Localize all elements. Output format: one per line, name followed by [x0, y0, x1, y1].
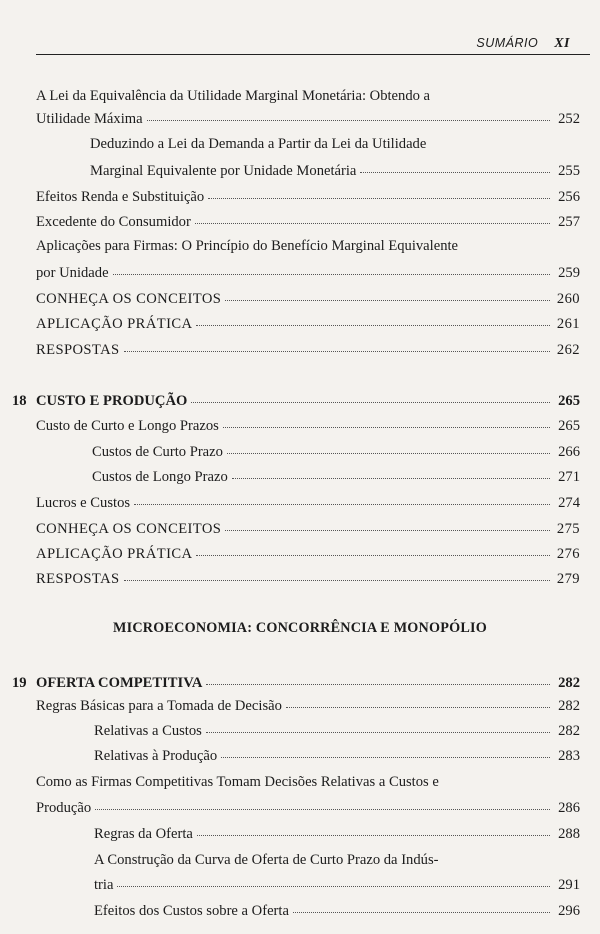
- page-ref: 261: [556, 316, 580, 332]
- toc-line: Aplicações para Firmas: O Princípio do Benefício Marginal Equivalente: [36, 238, 459, 254]
- toc-line: Regras Básicas para a Tomada de Decisão 282: [36, 695, 580, 715]
- toc-line: Marginal Equivalente por Unidade Monetária 255: [90, 160, 580, 180]
- toc-line: tria 291: [94, 874, 580, 894]
- page-ref: 296: [558, 903, 580, 919]
- toc-line: RESPOSTAS 279: [36, 568, 580, 588]
- chapter-number: 19: [12, 675, 27, 691]
- toc-line: Relativas à Produção 283: [94, 745, 580, 765]
- page-ref: 283: [558, 748, 580, 764]
- leader-dots: [197, 823, 550, 836]
- chapter-title: OFERTA COMPETITIVA: [36, 675, 203, 691]
- toc-line: Como as Firmas Competitivas Tomam Decisões Relativas a Custos e: [36, 774, 439, 790]
- leader-dots: [293, 900, 550, 913]
- page-ref: 260: [556, 291, 580, 307]
- toc-line: Produção 286: [36, 797, 580, 817]
- page-ref: 256: [558, 189, 580, 205]
- leader-dots: [225, 288, 550, 301]
- toc-line: Excedente do Consumidor 257: [36, 211, 580, 231]
- toc-line: CONHEÇA OS CONCEITOS 260: [36, 288, 580, 308]
- toc-line: Regras da Oferta 288: [94, 823, 580, 843]
- page-ref: 252: [558, 111, 580, 127]
- page-ref: 286: [558, 800, 580, 816]
- page-ref: 255: [558, 163, 580, 179]
- leader-dots: [286, 695, 550, 708]
- part-heading: MICROECONOMIA: CONCORRÊNCIA E MONOPÓLIO: [113, 620, 487, 636]
- page-number: XI: [554, 36, 570, 51]
- toc-line: APLICAÇÃO PRÁTICA 276: [36, 543, 580, 563]
- running-head: [476, 36, 570, 52]
- page-ref: 282: [558, 698, 580, 714]
- page-ref: 282: [558, 675, 580, 691]
- running-title: SUMÁRIO: [476, 36, 539, 50]
- running-header: [36, 34, 590, 55]
- page-ref: 274: [558, 495, 580, 511]
- leader-dots: [195, 211, 550, 224]
- leader-dots: [117, 874, 550, 887]
- leader-dots: [360, 160, 550, 173]
- leader-dots: [206, 720, 550, 733]
- page-ref: 275: [556, 521, 580, 537]
- leader-dots: [124, 339, 550, 352]
- page-ref: 271: [558, 469, 580, 485]
- toc-line: Deduzindo a Lei da Demanda a Partir da Lei da Utilidade: [90, 136, 427, 152]
- chapter-title: CUSTO E PRODUÇÃO: [36, 393, 188, 409]
- leader-dots: [196, 313, 550, 326]
- leader-dots: [124, 568, 550, 581]
- toc-line: Efeitos dos Custos sobre a Oferta 296: [94, 900, 580, 920]
- page-ref: 291: [558, 877, 580, 893]
- toc-line: RESPOSTAS 262: [36, 339, 580, 359]
- toc-line: A Construção da Curva de Oferta de Curto Prazo da Indús-: [94, 852, 439, 868]
- leader-dots: [223, 415, 550, 428]
- page-ref: 259: [558, 265, 580, 281]
- leader-dots: [191, 390, 550, 403]
- leader-dots: [208, 186, 550, 199]
- leader-dots: [225, 518, 550, 531]
- page-ref: 265: [558, 418, 580, 434]
- toc-line: Relativas a Custos 282: [94, 720, 580, 740]
- toc-line: [12, 672, 580, 692]
- page-ref: 262: [556, 342, 580, 358]
- leader-dots: [221, 745, 550, 758]
- leader-dots: [134, 492, 550, 505]
- leader-dots: [206, 672, 550, 685]
- leader-dots: [147, 108, 550, 121]
- leader-dots: [232, 466, 550, 479]
- toc-line: Custo de Curto e Longo Prazos 265: [36, 415, 580, 435]
- page-ref: 265: [558, 393, 580, 409]
- leader-dots: [95, 797, 550, 810]
- chapter-number: 18: [12, 393, 27, 409]
- page-ref: 279: [556, 571, 580, 587]
- toc-line: CONHEÇA OS CONCEITOS 275: [36, 518, 580, 538]
- toc-line: Utilidade Máxima 252: [36, 108, 580, 128]
- toc-line: Custos de Curto Prazo 266: [92, 441, 580, 461]
- toc-line: por Unidade 259: [36, 262, 580, 282]
- page-ref: 276: [556, 546, 580, 562]
- page-ref: 257: [558, 214, 580, 230]
- leader-dots: [113, 262, 550, 275]
- toc-line: A Lei da Equivalência da Utilidade Marginal Monetária: Obtendo a: [36, 88, 431, 104]
- leader-dots: [227, 441, 550, 454]
- page-ref: 266: [558, 444, 580, 460]
- page-ref: 288: [558, 826, 580, 842]
- toc-line: Efeitos Renda e Substituição 256: [36, 186, 580, 206]
- page-ref: 282: [558, 723, 580, 739]
- toc-line: APLICAÇÃO PRÁTICA 261: [36, 313, 580, 333]
- toc-line: [12, 390, 580, 410]
- toc-line: Lucros e Custos 274: [36, 492, 580, 512]
- leader-dots: [196, 543, 550, 556]
- toc-line: Custos de Longo Prazo 271: [92, 466, 580, 486]
